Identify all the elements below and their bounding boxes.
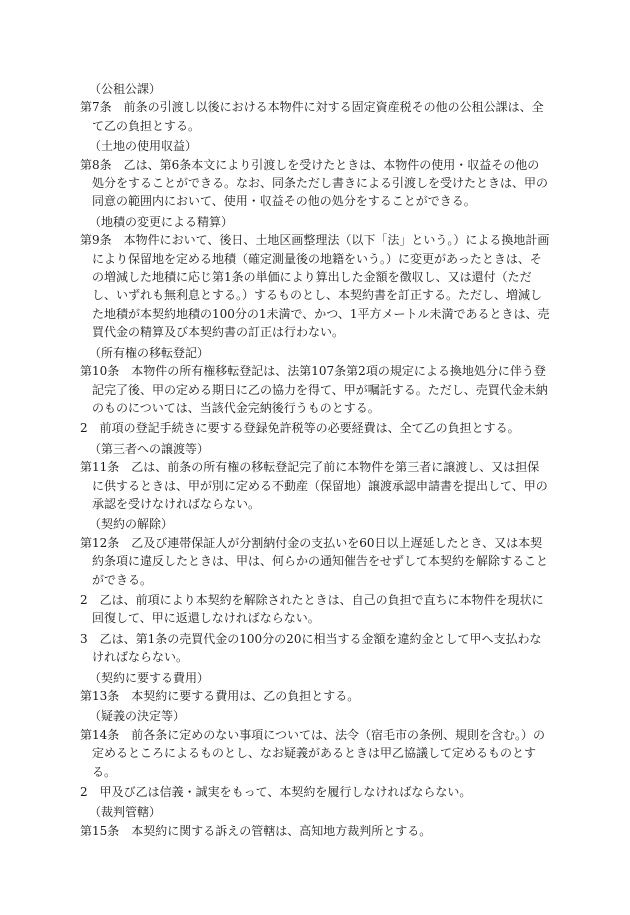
clause-text: 本契約に要する費用は、乙の負担とする。 [119, 689, 360, 703]
clause-heading: （所有権の移転登記） [89, 345, 210, 360]
clause-paragraph [80, 687, 550, 705]
clause-number: 2 [80, 785, 88, 800]
clause-number: 第15条 [80, 823, 120, 838]
clause-heading: （契約の解除） [89, 517, 174, 532]
clause-paragraph [80, 630, 550, 667]
clause-text: 甲及び乙は信義・誠実をもって、本契約を履行しなければならない。 [87, 785, 472, 800]
clause-text: 乙は、第1条の売買代金の100分の20に相当する金額を違約金として甲へ支払わなければならない。 [87, 631, 542, 665]
clause-number: 2 [80, 421, 88, 436]
clause-paragraph [80, 362, 550, 417]
clause-heading: （地積の変更による精算） [89, 214, 234, 229]
clause-text: 前条の引渡し以後における本物件に対する固定資産税その他の公租公課は、全て乙の負担とする。 [92, 100, 544, 133]
clause-paragraph [80, 534, 550, 589]
clause-paragraph [80, 822, 550, 840]
clause-text: 乙は、前項により本契約を解除されたときは、自己の負担で直ちに本物件を現状に回復して、甲に返還しなければならない。 [87, 592, 544, 626]
clause-text: 前項の登記手続きに要する登録免許税等の必要経費は、全て乙の負担とする。 [87, 421, 520, 436]
contract-clauses [80, 80, 550, 842]
clause-text: 乙及び連帯保証人が分割納付金の支払いを60日以上遅延したとき、又は本契約条項に違反したときは、甲は、何らかの通知催告をせずして本契約を解除することができる。 [92, 535, 549, 587]
clause-number: 第12条 [80, 535, 120, 550]
clause-paragraph [80, 783, 550, 801]
clause-text: 本物件の所有権移転登記は、法第107条第2項の規定による換地処分に伴う登記完了後、甲の定める期日に乙の協力を得て、甲が嘱託する。ただし、売買代金未納のものについては、当該代金完納後行うものとする。 [92, 364, 548, 415]
clause-paragraph [80, 156, 550, 211]
clause-number: 第7条 [80, 100, 112, 115]
clause-number: 第8条 [80, 157, 112, 172]
clause-number: 第14条 [80, 727, 120, 742]
clause-heading: （公租公課） [89, 82, 162, 96]
clause-paragraph [80, 458, 550, 513]
clause-heading: （土地の使用収益） [89, 139, 198, 154]
clause-paragraph [80, 726, 550, 781]
clause-text: 前各条に定めのない事項については、法令（宿毛市の条例、規則を含む。）の定めるところによるものとし、なお疑義があるときは甲乙協議して定めるものとする。 [92, 727, 546, 779]
clause-text: 乙は、前条の所有権の移転登記完了前に本物件を第三者に譲渡し、又は担保に供するときは、甲が別に定める不動産（保留地）譲渡承認申請書を提出して、甲の承認を受けなければならない。 [92, 460, 548, 511]
clause-paragraph [80, 231, 550, 341]
clause-text: 本物件において、後日、土地区画整理法（以下「法」という。）による換地計画により保留地を定める地積（確定測量後の地籍をいう。）に変更があったときは、その増減した地積に応じ第1条の単価により算出した金額を徴収し、又は還付（ただし、いずれも無利息とする。）するものとし、本契約書を訂正する。ただし、増減した地積が本契約地積の100分の1未満で、かつ、1平方メートル未満であるときは、売買代金の精算及び本契約書の訂正は行わない。 [92, 233, 550, 340]
clause-text: 乙は、第6条本文により引渡しを受けたときは、本物件の使用・収益その他の処分をすることができる。なお、同条ただし書きによる引渡しを受けたときは、甲の同意の範囲内において、使用・収益その他の処分をすることができる。 [92, 157, 549, 209]
clause-heading: （裁判管轄） [89, 805, 162, 820]
clause-number: 第10条 [80, 364, 120, 379]
clause-number: 第9条 [80, 233, 112, 248]
clause-paragraph [80, 419, 550, 437]
clause-number: 第11条 [80, 460, 120, 475]
clause-paragraph [80, 591, 550, 628]
clause-number: 第13条 [80, 689, 120, 703]
clause-heading: （契約に要する費用） [89, 670, 210, 685]
clause-paragraph [80, 98, 550, 135]
clause-heading: （第三者への譲渡等） [89, 441, 210, 456]
clause-number: 3 [80, 631, 88, 646]
clause-heading: （疑義の決定等） [89, 709, 186, 724]
clause-text: 本契約に関する訴えの管轄は、高知地方裁判所とする。 [119, 823, 432, 838]
clause-number: 2 [80, 592, 88, 607]
